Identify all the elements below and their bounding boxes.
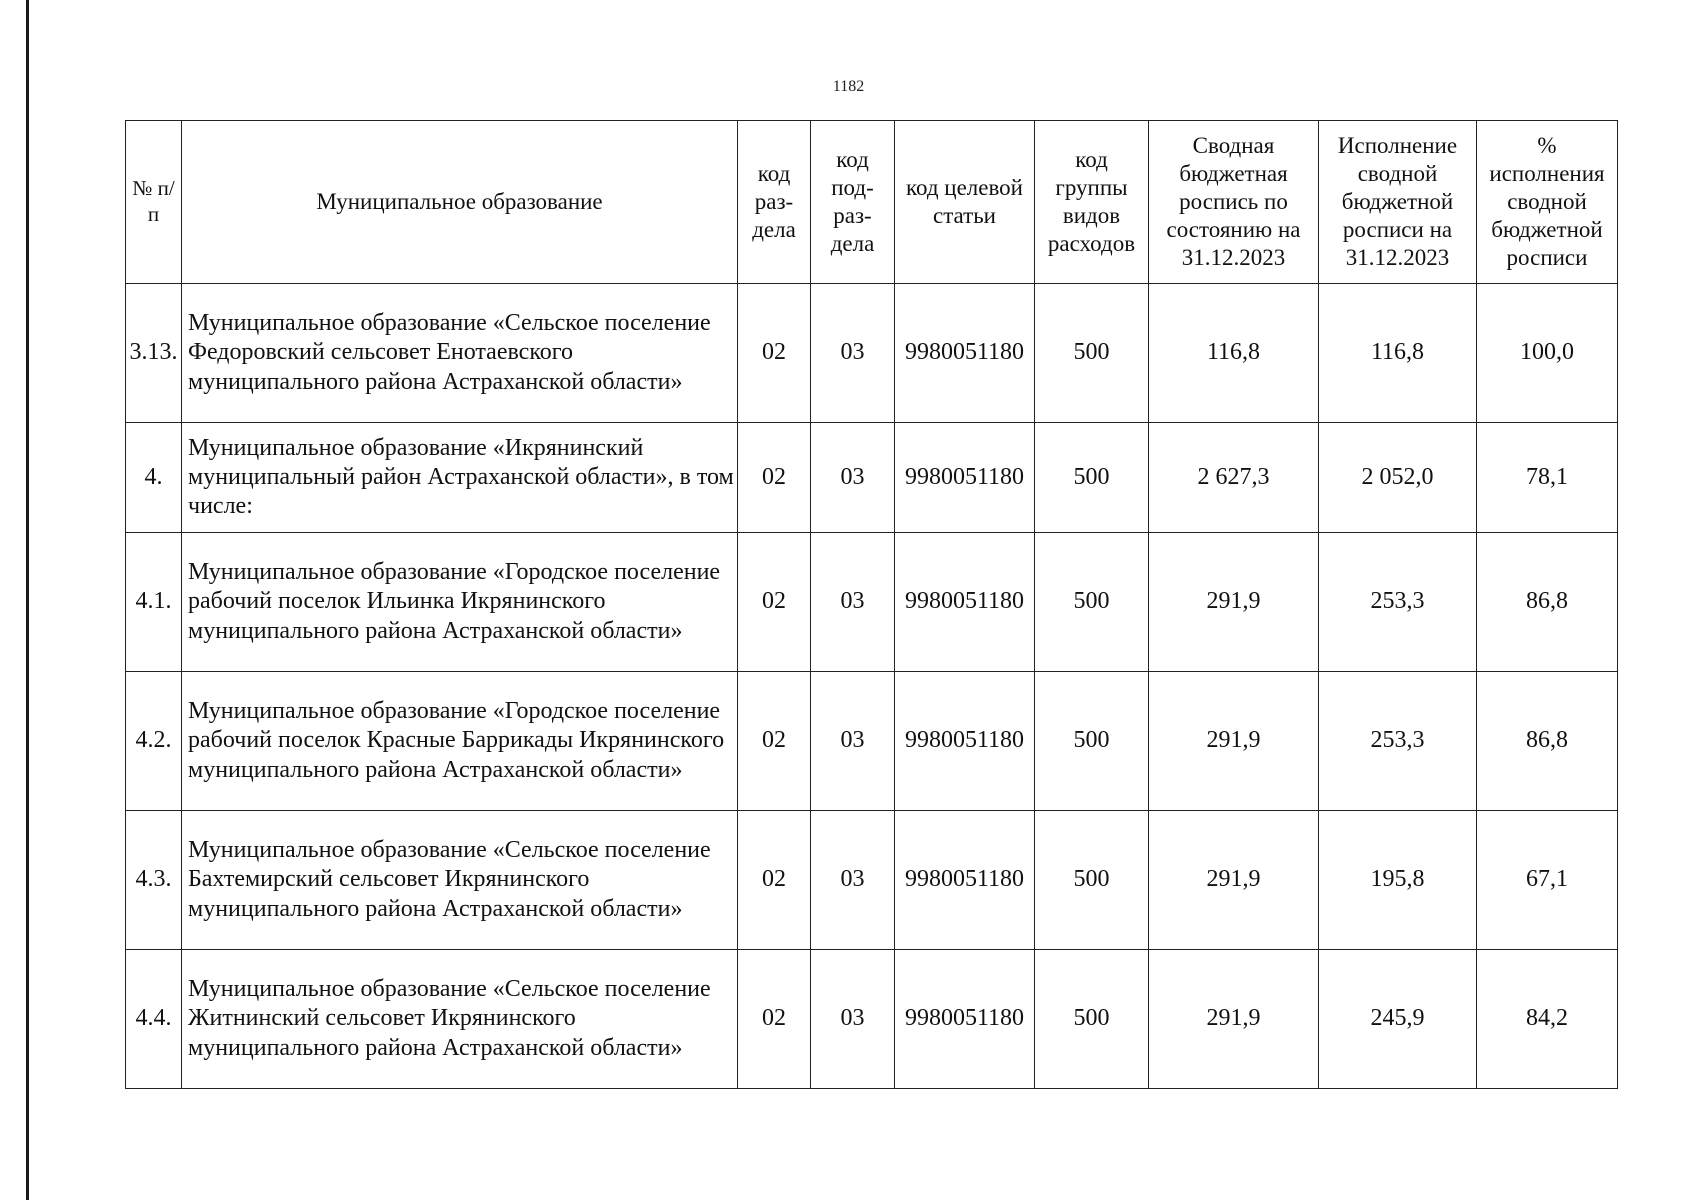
- row-exec-percent: 86,8: [1477, 672, 1618, 811]
- table-row: [126, 533, 1618, 672]
- row-subsection-code: 03: [811, 811, 895, 950]
- row-budget-exec: 253,3: [1319, 672, 1477, 811]
- header-target-code: код целевой статьи: [895, 121, 1035, 284]
- header-municipality: Муниципальное образование: [182, 121, 738, 284]
- table-header-row: [126, 121, 1618, 284]
- row-subsection-code: 03: [811, 672, 895, 811]
- row-budget-plan: 291,9: [1149, 811, 1319, 950]
- row-budget-exec: 253,3: [1319, 533, 1477, 672]
- row-expense-group: 500: [1035, 284, 1149, 423]
- row-expense-group: 500: [1035, 811, 1149, 950]
- row-number: 4.1.: [126, 533, 182, 672]
- header-budget-plan: Сводная бюджетная роспись по состоянию на 31.12.2023: [1149, 121, 1319, 284]
- row-section-code: 02: [738, 672, 811, 811]
- header-section-code: код раз-дела: [738, 121, 811, 284]
- table-row: [126, 811, 1618, 950]
- row-subsection-code: 03: [811, 950, 895, 1089]
- row-number: 4.2.: [126, 672, 182, 811]
- row-subsection-code: 03: [811, 284, 895, 423]
- table-row: [126, 423, 1618, 533]
- row-target-code: 9980051180: [895, 672, 1035, 811]
- row-target-code: 9980051180: [895, 423, 1035, 533]
- header-num: № п/п: [126, 121, 182, 284]
- budget-table: [125, 120, 1618, 1089]
- row-expense-group: 500: [1035, 672, 1149, 811]
- row-exec-percent: 86,8: [1477, 533, 1618, 672]
- row-budget-plan: 2 627,3: [1149, 423, 1319, 533]
- row-section-code: 02: [738, 533, 811, 672]
- row-exec-percent: 67,1: [1477, 811, 1618, 950]
- row-expense-group: 500: [1035, 950, 1149, 1089]
- row-municipality: Муниципальное образование «Икрянинский муниципальный район Астраханской области», в том числе:: [182, 423, 738, 533]
- row-budget-plan: 116,8: [1149, 284, 1319, 423]
- row-budget-exec: 2 052,0: [1319, 423, 1477, 533]
- row-subsection-code: 03: [811, 423, 895, 533]
- row-exec-percent: 78,1: [1477, 423, 1618, 533]
- row-number: 4.4.: [126, 950, 182, 1089]
- row-expense-group: 500: [1035, 423, 1149, 533]
- row-section-code: 02: [738, 284, 811, 423]
- row-number: 4.: [126, 423, 182, 533]
- row-section-code: 02: [738, 811, 811, 950]
- row-budget-plan: 291,9: [1149, 950, 1319, 1089]
- row-municipality: Муниципальное образование «Сельское поселение Федоровский сельсовет Енотаевского муниципального района Астраханской области»: [182, 284, 738, 423]
- row-budget-exec: 116,8: [1319, 284, 1477, 423]
- row-number: 3.13.: [126, 284, 182, 423]
- page-number: 1182: [832, 78, 865, 95]
- row-municipality: Муниципальное образование «Сельское поселение Бахтемирский сельсовет Икрянинского муниципального района Астраханской области»: [182, 811, 738, 950]
- row-section-code: 02: [738, 423, 811, 533]
- table-row: [126, 672, 1618, 811]
- row-target-code: 9980051180: [895, 811, 1035, 950]
- row-section-code: 02: [738, 950, 811, 1089]
- row-target-code: 9980051180: [895, 533, 1035, 672]
- header-budget-exec: Исполнение сводной бюджетной росписи на 31.12.2023: [1319, 121, 1477, 284]
- row-municipality: Муниципальное образование «Сельское поселение Житнинский сельсовет Икрянинского муниципального района Астраханской области»: [182, 950, 738, 1089]
- row-subsection-code: 03: [811, 533, 895, 672]
- header-expense-group: код группы видов расходов: [1035, 121, 1149, 284]
- row-budget-exec: 245,9: [1319, 950, 1477, 1089]
- table-row: [126, 284, 1618, 423]
- header-subsection-code: код под-раз-дела: [811, 121, 895, 284]
- table-row: [126, 950, 1618, 1089]
- row-budget-exec: 195,8: [1319, 811, 1477, 950]
- row-budget-plan: 291,9: [1149, 672, 1319, 811]
- row-target-code: 9980051180: [895, 950, 1035, 1089]
- row-exec-percent: 84,2: [1477, 950, 1618, 1089]
- scan-edge-line: [26, 0, 29, 1200]
- row-municipality: Муниципальное образование «Городское поселение рабочий поселок Красные Баррикады Икрянинского муниципального района Астраханской области»: [182, 672, 738, 811]
- row-number: 4.3.: [126, 811, 182, 950]
- row-municipality: Муниципальное образование «Городское поселение рабочий поселок Ильинка Икрянинского муниципального района Астраханской области»: [182, 533, 738, 672]
- header-exec-percent: % исполнения сводной бюджетной росписи: [1477, 121, 1618, 284]
- row-expense-group: 500: [1035, 533, 1149, 672]
- row-budget-plan: 291,9: [1149, 533, 1319, 672]
- row-target-code: 9980051180: [895, 284, 1035, 423]
- row-exec-percent: 100,0: [1477, 284, 1618, 423]
